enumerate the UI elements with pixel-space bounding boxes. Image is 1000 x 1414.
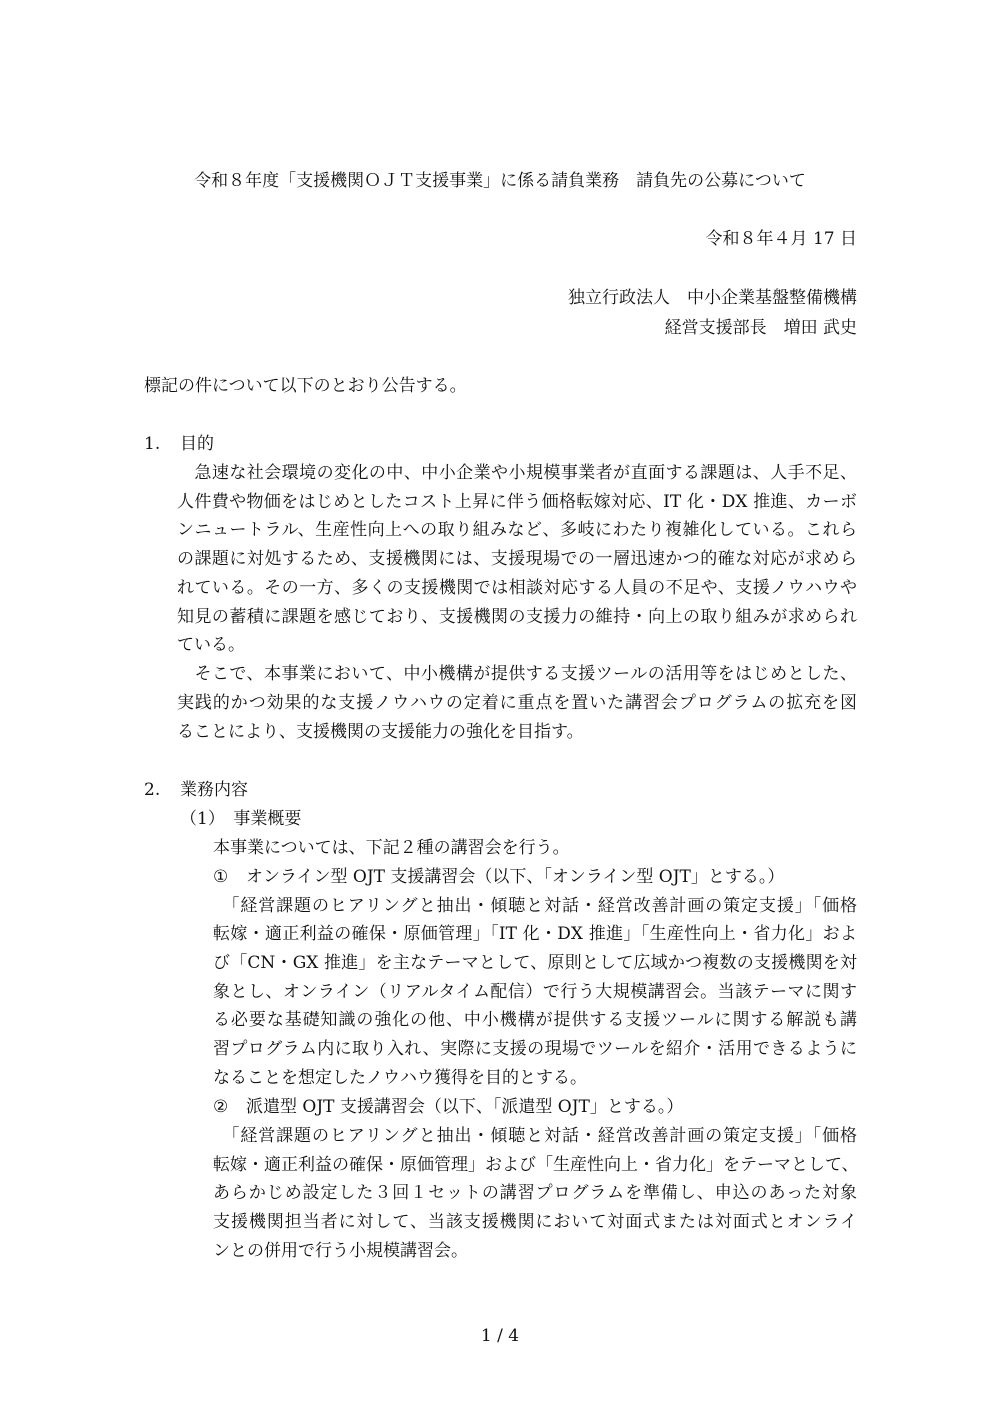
notice-statement: 標記の件について以下のとおり公告する。 [144,376,467,396]
item-1-line: 転嫁・適正利益の確保・原価管理」「IT 化・DX 推進」「生産性向上・省力化」およ [213,924,857,944]
item-2-line: ンとの併用で行う小規模講習会。 [213,1241,468,1261]
item-1-line: なることを想定したノウハウ獲得を目的とする。 [213,1068,587,1088]
item-1-marker: ① [213,867,229,887]
item-1-title: オンライン型 OJT 支援講習会（以下、「オンライン型 OJT」とする。） [246,867,785,887]
document-title: 令和８年度「支援機関ＯＪＴ支援事業」に係る請負業務 請負先の公募について [194,171,806,191]
item-1-line: 習プログラム内に取り入れ、実際に支援の現場でツールを紹介・活用できるように [213,1039,857,1059]
item-2-title: 派遣型 OJT 支援講習会（以下、「派遣型 OJT」とする。） [246,1097,684,1117]
item-2-line: 転嫁・適正利益の確保・原価管理」および「生産性向上・省力化」をテーマとして、 [213,1155,859,1175]
section-1-para-2-line: そこで、本事業において、中小機構が提供する支援ツールの活用等をはじめとした、 [177,664,857,684]
section-1-para-1-line: 知見の蓄積に課題を感じており、支援機関の支援力の維持・向上の取り組みが求められ [177,607,857,627]
item-2-line: あらかじめ設定した３回１セットの講習プログラムを準備し、申込のあった対象 [213,1183,857,1203]
section-1-para-2-line: ることにより、支援機関の支援能力の強化を目指す。 [177,722,584,742]
item-2-line: 「経営課題のヒアリングと抽出・傾聴と対話・経営改善計画の策定支援」「価格 [213,1126,857,1146]
signatory: 経営支援部長 増田 武史 [664,318,857,338]
item-1-line: 象とし、オンライン（リアルタイム配信）で行う大規模講習会。当該テーマに関す [213,982,857,1002]
section-1-para-1-line: ている。 [177,635,245,655]
issue-date: 令和８年４月 17 日 [705,229,857,249]
page-indicator: 1 / 4 [480,1326,520,1346]
section-1-number: 1. [144,434,161,454]
section-1-para-1-line: 人件費や物価をはじめとしたコスト上昇に伴う価格転嫁対応、IT 化・DX 推進、カーボ [177,492,857,512]
section-1-para-2-line: 実践的かつ効果的な支援ノウハウの定着に重点を置いた講習会プログラムの拡充を図 [177,693,857,713]
section-1-para-1-line: ンニュートラル、生産性向上への取り組みなど、多岐にわたり複雑化している。これら [177,520,857,540]
section-2-number: 2. [144,780,161,800]
item-1-line: る必要な基礎知識の強化の他、中小機構が提供する支援ツールに関する解説も講 [213,1010,857,1030]
subsection-1-label: （1） 事業概要 [180,809,302,829]
item-2-marker: ② [213,1097,229,1117]
section-1-para-1-line: 急速な社会環境の変化の中、中小企業や小規模事業者が直面する課題は、人手不足、 [177,463,857,483]
item-1-line: び「CN・GX 推進」を主なテーマとして、原則として広域かつ複数の支援機関を対 [213,953,857,973]
item-1-line: 「経営課題のヒアリングと抽出・傾聴と対話・経営改善計画の策定支援」「価格 [213,896,857,916]
section-1-para-1-line: れている。その一方、多くの支援機関では相談対応する人員の不足や、支援ノウハウや [177,578,857,598]
subsection-1-intro: 本事業については、下記２種の講習会を行う。 [213,838,570,858]
item-2-line: 支援機関担当者に対して、当該支援機関において対面式または対面式とオンライ [213,1212,857,1232]
section-2-heading: 業務内容 [180,780,248,800]
issuing-organization: 独立行政法人 中小企業基盤整備機構 [568,288,857,308]
section-1-heading: 目的 [180,434,214,454]
section-1-para-1-line: の課題に対処するため、支援機関には、支援現場での一層迅速かつ的確な対応が求めら [177,549,857,569]
